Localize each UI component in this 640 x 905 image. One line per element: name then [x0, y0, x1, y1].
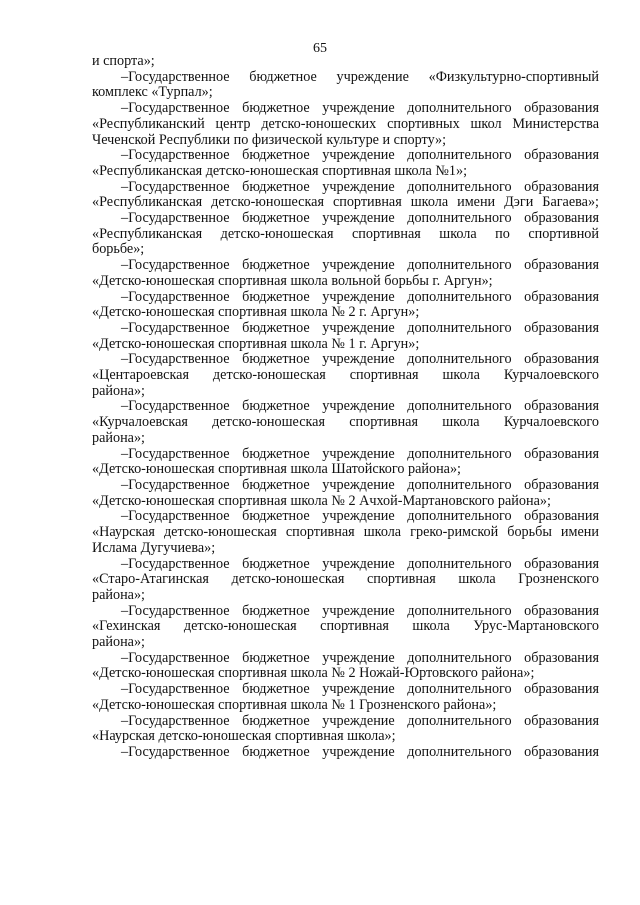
text-line: «Детско-юношеская спортивная школа Шатойского района»;	[92, 461, 461, 478]
text-line: «Детско-юношеская спортивная школа № 1 Грозненского района»;	[92, 696, 497, 713]
text-line: –Государственное бюджетное учреждение дополнительного образования	[121, 508, 599, 525]
text-line: борьбе»;	[92, 241, 145, 258]
text-line: района»;	[92, 429, 146, 446]
text-line: района»;	[92, 634, 146, 651]
text-line: Ислама Дугучиева»;	[92, 539, 216, 556]
text-line: –Государственное бюджетное учреждение дополнительного образования	[121, 100, 599, 117]
text-line: Чеченской Республики по физической культуре и спорту»;	[92, 131, 447, 148]
text-line: «Детско-юношеская спортивная школа № 2 Ачхой-Мартановского района»;	[92, 492, 551, 509]
text-line: и спорта»;	[92, 53, 155, 69]
text-line: района»;	[92, 586, 146, 603]
text-line: –Государственное бюджетное учреждение «Физкультурно-спортивный	[121, 68, 599, 85]
text-line: «Республиканская детско-юношеская спортивная школа имени Дэги Багаева»;	[92, 194, 599, 211]
text-line: района»;	[92, 382, 146, 399]
text-line: «Наурская детско-юношеская спортивная школа»;	[92, 728, 396, 745]
text-line: –Государственное бюджетное учреждение дополнительного образования	[121, 147, 599, 164]
document-body	[92, 54, 599, 761]
text-line: –Государственное бюджетное учреждение дополнительного образования	[121, 445, 599, 462]
text-line: комплекс «Турпал»;	[92, 84, 213, 101]
text-line: «Центароевская детско-юношеская спортивная школа Курчалоевского	[92, 367, 599, 384]
text-line: «Наурская детско-юношеская спортивная школа греко-римской борьбы имени	[92, 524, 599, 541]
text-line: «Гехинская детско-юношеская спортивная школа Урус-Мартановского	[92, 618, 599, 635]
text-line: –Государственное бюджетное учреждение дополнительного образования	[121, 476, 599, 493]
text-line: «Детско-юношеская спортивная школа № 2 г. Аргун»;	[92, 304, 420, 321]
text-line: –Государственное бюджетное учреждение дополнительного образования	[121, 602, 599, 619]
text-line: –Государственное бюджетное учреждение дополнительного образования	[121, 743, 599, 760]
text-line: «Курчалоевская детско-юношеская спортивная школа Курчалоевского	[92, 414, 599, 431]
text-line: «Республиканский центр детско-юношеских спортивных школ Министерства	[92, 115, 599, 132]
text-line: –Государственное бюджетное учреждение дополнительного образования	[121, 649, 599, 666]
text-line: «Детско-юношеская спортивная школа № 2 Ножай-Юртовского района»;	[92, 665, 535, 682]
text-line: –Государственное бюджетное учреждение дополнительного образования	[121, 257, 599, 274]
text-line: «Республиканская детско-юношеская спортивная школа №1»;	[92, 162, 468, 179]
text-line: «Детско-юношеская спортивная школа вольной борьбы г. Аргун»;	[92, 272, 493, 289]
text-line: –Государственное бюджетное учреждение дополнительного образования	[121, 319, 599, 336]
text-line: –Государственное бюджетное учреждение дополнительного образования	[121, 398, 599, 415]
text-line: –Государственное бюджетное учреждение дополнительного образования	[121, 681, 599, 698]
text-line: –Государственное бюджетное учреждение дополнительного образования	[121, 712, 599, 729]
text-line: –Государственное бюджетное учреждение дополнительного образования	[121, 351, 599, 368]
text-line: «Республиканская детско-юношеская спортивная школа по спортивной	[92, 225, 599, 242]
text-line: –Государственное бюджетное учреждение дополнительного образования	[121, 555, 599, 572]
text-line: –Государственное бюджетное учреждение дополнительного образования	[121, 210, 599, 227]
text-line: –Государственное бюджетное учреждение дополнительного образования	[121, 178, 599, 195]
page-number: 65	[313, 41, 327, 56]
text-line: «Старо-Атагинская детско-юношеская спортивная школа Грозненского	[92, 571, 599, 588]
text-line: «Детско-юношеская спортивная школа № 1 г. Аргун»;	[92, 335, 420, 352]
text-line: –Государственное бюджетное учреждение дополнительного образования	[121, 288, 599, 305]
